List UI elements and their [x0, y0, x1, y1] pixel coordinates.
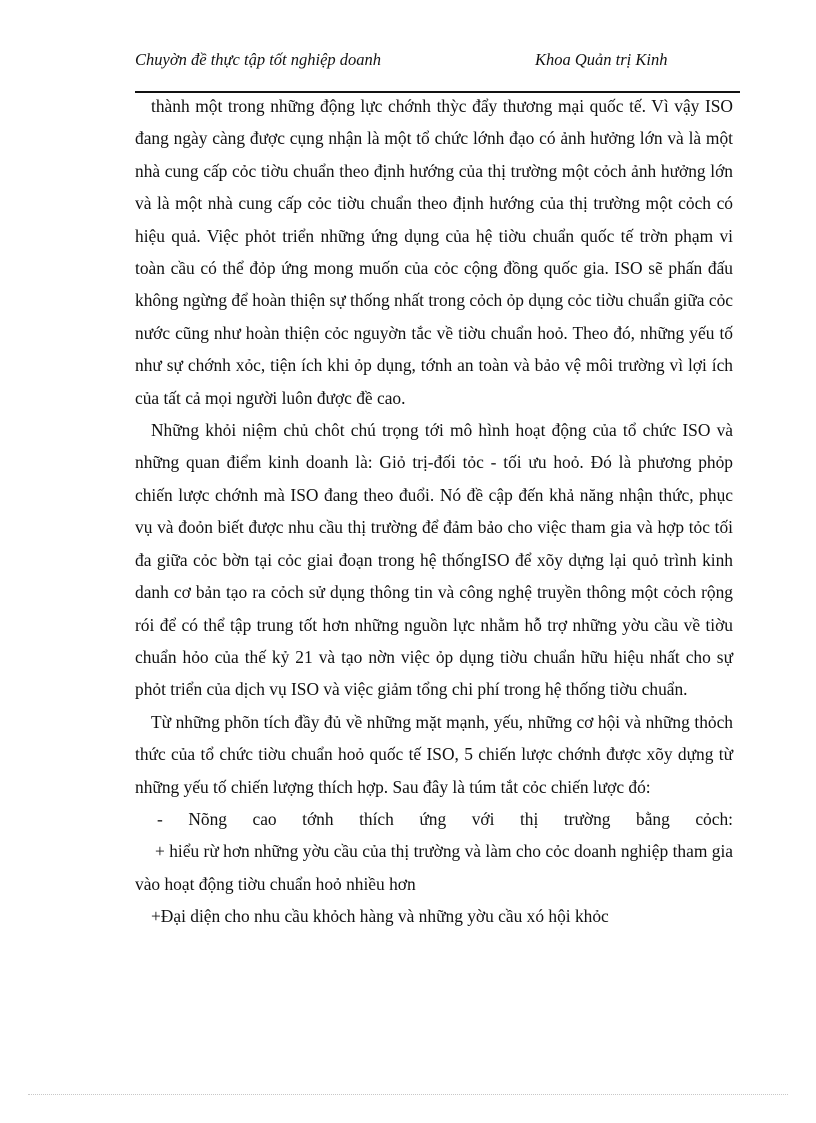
- sub-item-represent-customers: +Đại diện cho nhu cầu khỏch hàng và những yờu cầu xó hội khỏc: [151, 906, 609, 927]
- list-item-strategy-1: - Nõng cao tớnh thích ứng với thị trường bằng cỏch:: [157, 808, 733, 829]
- page-header: [135, 50, 740, 90]
- header-faculty-name: Khoa Quản trị Kinh: [535, 50, 668, 69]
- header-course-title: Chuyờn đề thực tập tốt nghiệp doanh: [135, 50, 382, 69]
- paragraph-iso-role: thành một trong những động lực chớnh thỳc đẩy thương mại quốc tế. Vì vậy ISO đang ngày càng được cụng nhận là một tổ chức lớnh đạo có ảnh hưởng lớn và là một nhà cung cấp cỏc tiờu chuẩn theo định hướng của thị trường một cỏch ảnh hưởng lớn và là một nhà cung cấp cỏc tiờu chuẩn theo định hướng của thị trường một cỏch có hiệu quả. Việc phỏt triển những ứng dụng của hệ tiờu chuẩn quốc tế trờn phạm vi toàn cầu có thể đỏp ứng mong muốn của cỏc cộng đồng quốc gia. ISO sẽ phấn đấu không ngừng để hoàn thiện sự thống nhất trong cỏch ỏp dụng cỏc tiờu chuẩn giữa cỏc nước cũng như hoàn thiện cỏc nguyờn tắc về tiờu chuẩn hoỏ. Theo đó, những yếu tố như sự chớnh xỏc, tiện ích khi ỏp dụng, tớnh an toàn và bảo vệ môi trường vì lợi ích của tất cả mọi người luôn được đề cao.: [135, 96, 733, 408]
- paragraph-strategy-summary: Từ những phõn tích đầy đủ về những mặt mạnh, yếu, những cơ hội và những thỏch thức của tổ chức tiờu chuẩn hoỏ quốc tế ISO, 5 chiến lược chớnh được xõy dựng từ những yếu tố chiến lượng thích hợp. Sau đây là túm tắt cỏc chiến lược đó:: [135, 711, 733, 797]
- document-body: [135, 90, 733, 933]
- paragraph-key-concepts: Những khỏi niệm chủ chôt chú trọng tới mô hình hoạt động của tổ chức ISO và những quan điểm kinh doanh là: Giỏ trị-đối tỏc - tối ưu hoỏ. Đó là phương phỏp chiến lược chớnh mà ISO đang theo đuổi. Nó đề cập đến khả năng nhận thức, phục vụ và đoỏn biết được nhu cầu thị trường để đảm bảo cho việc tham gia và hợp tỏc tối đa giữa cỏc bờn tại cỏc giai đoạn trong hệ thốngISO để xõy dựng lại quỏ trình kinh danh cơ bản tạo ra cỏch sử dụng thông tin và công nghệ truyền thông một cỏch rộng rói để có thể tập trung tốt hơn những nguồn lực nhằm hỗ trợ những yờu cầu về tiờu chuẩn hỏo của thế kỷ 21 và tạo nờn việc ỏp dụng tiờu chuẩn hữu hiệu nhất cho sự phỏt triển của dịch vụ ISO và việc giảm tổng chi phí trong hệ thống tiờu chuẩn.: [135, 420, 733, 700]
- footer-divider: [28, 1094, 788, 1095]
- sub-item-understand-market: + hiểu rừ hơn những yờu cầu của thị trường và làm cho cỏc doanh nghiệp tham gia vào hoạt động tiờu chuẩn hoỏ nhiều hơn: [135, 841, 733, 894]
